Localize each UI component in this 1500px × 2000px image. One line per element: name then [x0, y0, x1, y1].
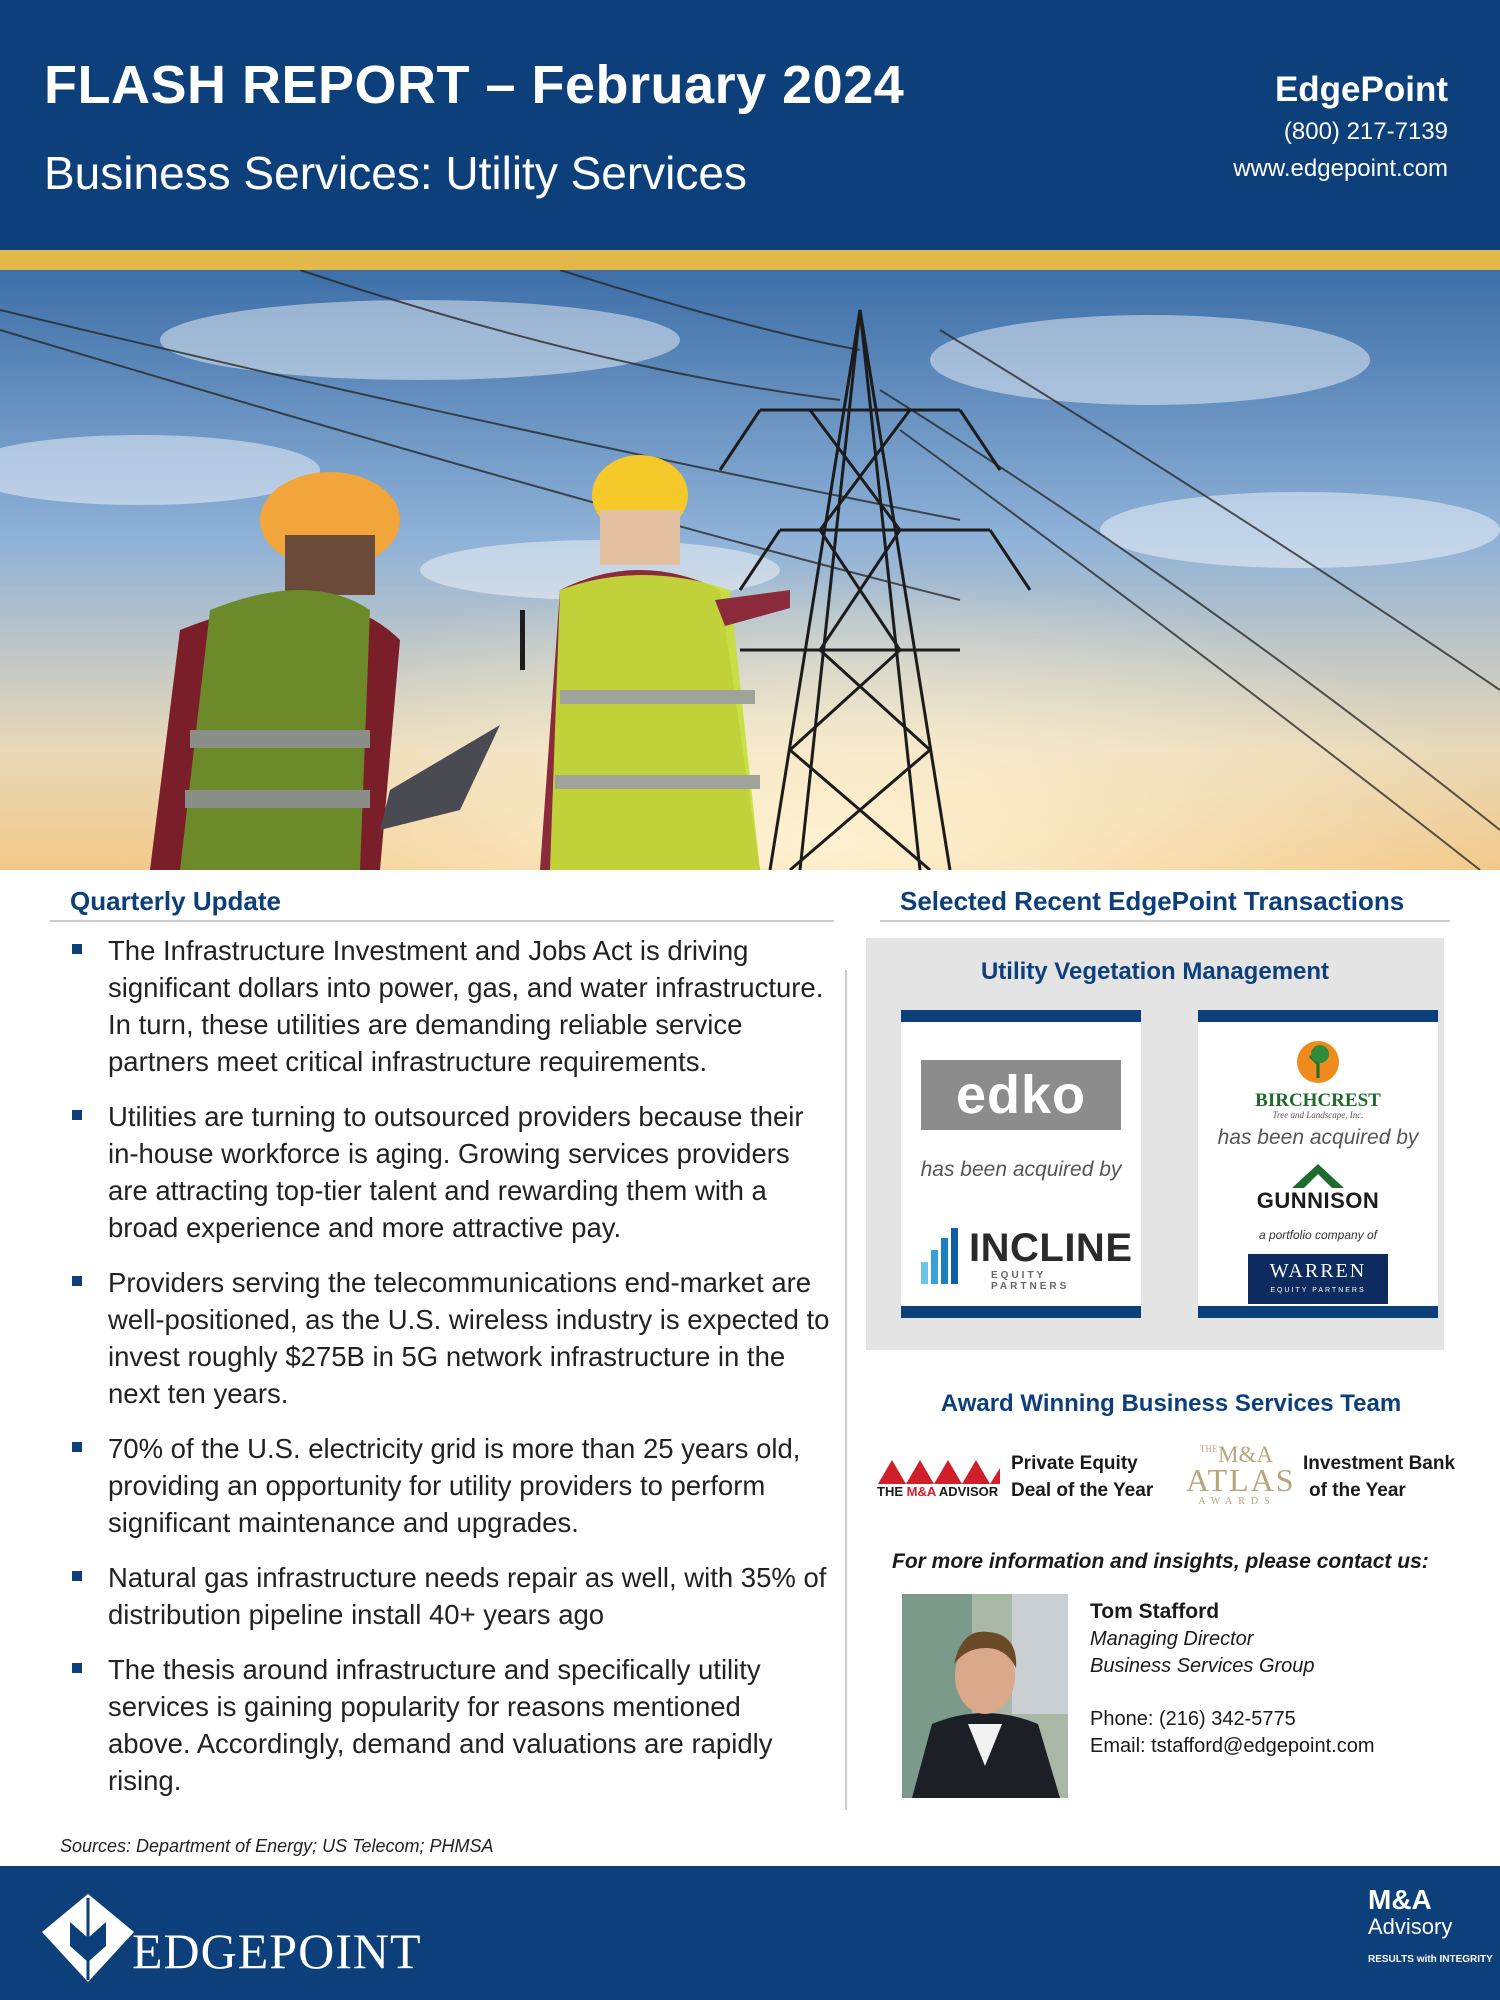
transactions-rule	[880, 920, 1450, 922]
transactions-heading: Selected Recent EdgePoint Transactions	[900, 886, 1405, 916]
incline-subtitle: EQUITY PARTNERS	[991, 1270, 1070, 1292]
quarterly-update-rule	[50, 920, 834, 922]
bullet-item	[70, 1430, 830, 1541]
bullet-item	[70, 1264, 830, 1412]
deal-card-birchcrest	[1198, 1010, 1438, 1318]
ma-advisor-logo: THE M&A ADVISOR	[877, 1484, 999, 1499]
brand-name: EdgePoint	[1274, 70, 1448, 109]
bullet-text: 70% of the U.S. electricity grid is more than 25 years old, providing an opportunity for utility providers to perform significant maintenance and upgrades.	[108, 1433, 801, 1538]
report-subtitle: Business Services: Utility Services	[44, 147, 747, 199]
portfolio-company-text: a portfolio company of	[1258, 1228, 1378, 1242]
transactions-panel-title: Utility Vegetation Management	[980, 958, 1330, 985]
acquired-by-text: has been acquired by	[1217, 1126, 1419, 1149]
gunnison-mountain-icon	[1290, 1162, 1346, 1190]
contact-heading: For more information and insights, please contact us:	[892, 1550, 1429, 1573]
hero-image	[0, 270, 1500, 870]
bullet-square-icon	[72, 1276, 82, 1286]
award-deal-of-year: Private Equity Deal of the Year	[1011, 1453, 1154, 1501]
bullet-text: The thesis around infrastructure and specifically utility services is gaining popularity for reasons mentioned above. Accordingly, demand and valuations are rapidly rising.	[108, 1654, 773, 1796]
report-title: FLASH REPORT – February 2024	[44, 55, 905, 115]
ma-advisor-chevrons-icon	[878, 1456, 1000, 1486]
bullet-square-icon	[72, 1110, 82, 1120]
warren-subtitle: EQUITY PARTNERS	[1270, 1287, 1366, 1294]
quarterly-bullet-list	[70, 932, 830, 1817]
column-divider	[845, 970, 847, 1810]
bullet-square-icon	[72, 944, 82, 954]
contact-name: Tom Stafford	[1090, 1600, 1220, 1623]
birchcrest-tree-icon	[1293, 1038, 1343, 1086]
bullet-text: Utilities are turning to outsourced providers because their in-house workforce is aging. Growing services providers are attracting top-tier talent and rewarding them with a broad experience and more attractive pay.	[108, 1101, 804, 1243]
gunnison-wordmark: GUNNISON	[1256, 1188, 1380, 1213]
ma-advisory-tagline: RESULTS with INTEGRITY	[1368, 1954, 1493, 1965]
bullet-item	[70, 1559, 830, 1633]
acquired-by-text: has been acquired by	[920, 1158, 1122, 1181]
header-phone[interactable]: (800) 217-7139	[1283, 118, 1448, 145]
incline-bars-icon	[919, 1224, 967, 1284]
hero-illustration	[0, 270, 1500, 870]
contact-phone[interactable]: Phone: (216) 342-5775	[1090, 1708, 1296, 1730]
award-investment-bank: Investment Bank of the Year	[1303, 1453, 1456, 1501]
birchcrest-wordmark: BIRCHCREST	[1255, 1090, 1381, 1111]
contact-email-link[interactable]: Email: tstafford@edgepoint.com	[1090, 1735, 1375, 1757]
bullet-square-icon	[72, 1442, 82, 1452]
incline-logo	[919, 1224, 1133, 1292]
ma-atlas-awards-logo: THE M&A ATLAS AWARDS	[1186, 1442, 1296, 1507]
contact-portrait	[902, 1594, 1068, 1798]
header-gold-stripe	[0, 250, 1500, 270]
ma-advisory-logo-line1: M&A	[1368, 1884, 1432, 1915]
incline-wordmark: INCLINE	[969, 1226, 1133, 1270]
edko-logo: edko	[921, 1060, 1121, 1130]
bullet-text: The Infrastructure Investment and Jobs Act is driving significant dollars into power, gas, and water infrastructure. In turn, these utilities are demanding reliable service partners meet critical infrastructure requirements.	[108, 935, 824, 1077]
contact-photo	[902, 1594, 1068, 1798]
bullet-item	[70, 1651, 830, 1799]
deal-card-edko	[901, 1010, 1141, 1318]
bullet-item	[70, 1098, 830, 1246]
warren-wordmark: WARREN	[1269, 1260, 1367, 1282]
birchcrest-subtitle: Tree and Landscape, Inc.	[1272, 1110, 1364, 1120]
footer-logo-wordmark: EDGEPOINT	[132, 1923, 422, 1979]
sources-note: Sources: Department of Energy; US Telecom; PHMSA	[60, 1836, 494, 1856]
bullet-text: Natural gas infrastructure needs repair as well, with 35% of distribution pipeline install 40+ years ago	[108, 1562, 827, 1630]
header-banner	[0, 0, 1500, 250]
awards-heading: Award Winning Business Services Team	[940, 1390, 1402, 1417]
ma-advisory-logo-line2: Advisory	[1368, 1914, 1453, 1939]
bullet-item	[70, 932, 830, 1080]
contact-group: Business Services Group	[1090, 1655, 1315, 1677]
bullet-text: Providers serving the telecommunications end-market are well-positioned, as the U.S. wireless industry is expected to invest roughly $275B in 5G network infrastructure in the next ten years.	[108, 1267, 830, 1409]
edgepoint-logo-icon	[40, 1892, 136, 1984]
warren-logo	[1248, 1254, 1388, 1304]
bullet-square-icon	[72, 1571, 82, 1581]
quarterly-update-heading: Quarterly Update	[70, 886, 281, 916]
header-website-link[interactable]: www.edgepoint.com	[1233, 155, 1448, 182]
bullet-square-icon	[72, 1663, 82, 1673]
contact-title: Managing Director	[1090, 1628, 1254, 1650]
